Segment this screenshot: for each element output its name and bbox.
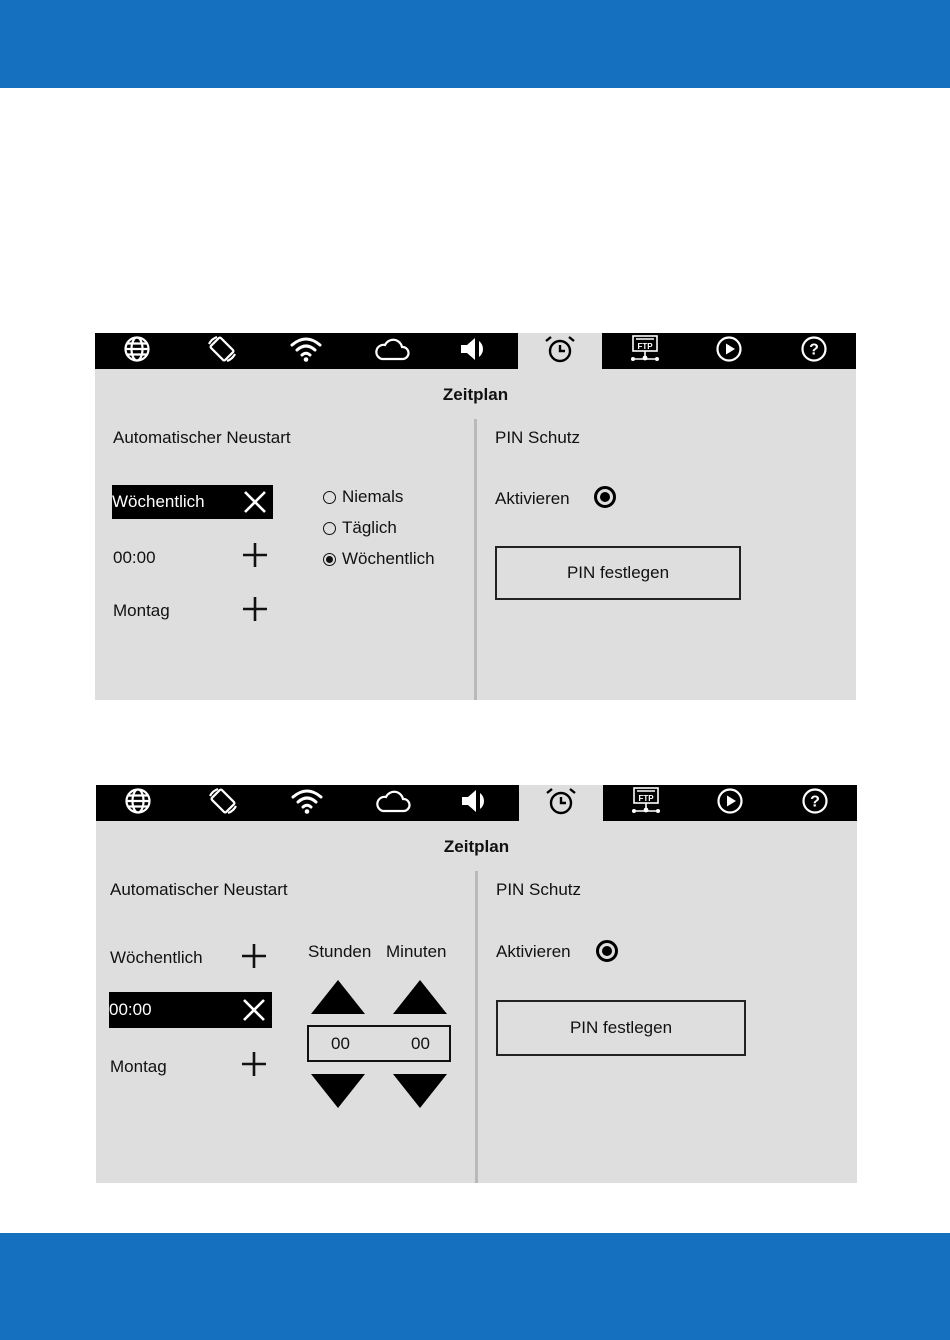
tab-ftp[interactable] <box>602 333 687 369</box>
frequency-value: Wöchentlich <box>110 948 203 967</box>
weekday-value: Montag <box>110 1057 167 1076</box>
radio-label: Täglich <box>342 518 397 537</box>
activate-radio[interactable] <box>596 940 618 962</box>
cloud-icon <box>370 334 412 369</box>
tab-alarm-clock[interactable] <box>519 785 604 821</box>
radio-daily[interactable] <box>323 518 397 538</box>
radio-circle <box>323 491 336 504</box>
plus-icon[interactable] <box>240 1050 268 1078</box>
speaker-icon <box>456 786 498 821</box>
alarm-clock-icon <box>540 786 582 821</box>
close-icon[interactable] <box>240 996 268 1024</box>
ftp-icon <box>624 334 666 369</box>
settings-screen-radio <box>95 333 856 700</box>
set-pin-button[interactable]: PIN festlegen <box>495 546 741 600</box>
tab-cloud[interactable] <box>349 333 434 369</box>
tab-wifi[interactable] <box>264 333 349 369</box>
tab-help[interactable] <box>772 333 857 369</box>
pin-heading: PIN Schutz <box>495 428 581 447</box>
page-title: Zeitplan <box>443 837 510 856</box>
time-display <box>307 1025 451 1062</box>
radio-circle-selected <box>323 553 336 566</box>
speaker-icon <box>455 334 497 369</box>
radio-label: Wöchentlich <box>342 549 435 568</box>
play-icon <box>708 334 750 369</box>
cloud-icon <box>371 786 413 821</box>
activate-radio[interactable] <box>594 486 616 508</box>
pin-heading: PIN Schutz <box>496 880 582 899</box>
minutes-down-arrow-icon[interactable] <box>393 1074 447 1108</box>
page-title: Zeitplan <box>442 385 509 404</box>
tab-globe[interactable] <box>95 333 180 369</box>
radio-circle <box>323 522 336 535</box>
settings-screen-time-picker <box>96 785 857 1183</box>
help-icon <box>793 334 835 369</box>
tab-wifi[interactable] <box>265 785 350 821</box>
svg-text:?: ? <box>809 793 820 810</box>
auto-restart-heading: Automatischer Neustart <box>110 880 288 899</box>
radio-weekly[interactable] <box>323 549 435 569</box>
hours-up-arrow-icon[interactable] <box>311 980 365 1014</box>
time-value: 00:00 <box>109 1000 152 1019</box>
plus-icon[interactable] <box>241 541 269 569</box>
tab-alarm-clock[interactable] <box>518 333 603 369</box>
tab-speaker[interactable] <box>433 333 518 369</box>
tab-speaker[interactable] <box>434 785 519 821</box>
svg-text:FTP: FTP <box>637 341 653 351</box>
hours-value: 00 <box>331 1034 350 1053</box>
alarm-clock-icon <box>539 334 581 369</box>
wifi-icon <box>285 334 327 369</box>
wifi-icon <box>286 786 328 821</box>
tab-globe[interactable] <box>96 785 181 821</box>
tab-bar <box>96 785 857 821</box>
globe-icon <box>116 334 158 369</box>
plus-icon[interactable] <box>241 595 269 623</box>
weekday-value: Montag <box>113 601 170 620</box>
ftp-icon <box>625 786 667 821</box>
tab-play[interactable] <box>687 333 772 369</box>
plus-icon[interactable] <box>240 942 268 970</box>
svg-text:FTP: FTP <box>638 793 654 803</box>
time-value: 00:00 <box>113 548 156 567</box>
help-icon <box>794 786 836 821</box>
tab-screen-rotate[interactable] <box>181 785 266 821</box>
top-banner <box>0 0 950 88</box>
set-pin-button[interactable]: PIN festlegen <box>496 1000 746 1056</box>
screen-rotate-icon <box>201 334 243 369</box>
tab-screen-rotate[interactable] <box>180 333 265 369</box>
play-icon <box>709 786 751 821</box>
activate-label: Aktivieren <box>495 489 570 508</box>
hours-down-arrow-icon[interactable] <box>311 1074 365 1108</box>
close-icon[interactable] <box>241 488 269 516</box>
tab-cloud[interactable] <box>350 785 435 821</box>
auto-restart-heading: Automatischer Neustart <box>113 428 291 447</box>
tab-help[interactable] <box>773 785 858 821</box>
hours-label: Stunden <box>308 942 372 961</box>
activate-label: Aktivieren <box>496 942 571 961</box>
tab-ftp[interactable] <box>603 785 688 821</box>
tab-bar <box>95 333 856 369</box>
column-divider <box>474 419 477 700</box>
radio-label: Niemals <box>342 487 404 506</box>
svg-text:?: ? <box>808 341 819 358</box>
screen-rotate-icon <box>202 786 244 821</box>
column-divider <box>475 871 478 1183</box>
frequency-value: Wöchentlich <box>112 492 205 511</box>
bottom-banner <box>0 1233 950 1340</box>
minutes-up-arrow-icon[interactable] <box>393 980 447 1014</box>
minutes-value: 00 <box>411 1034 430 1053</box>
radio-never[interactable] <box>323 487 403 507</box>
tab-play[interactable] <box>688 785 773 821</box>
minutes-label: Minuten <box>386 942 447 961</box>
globe-icon <box>117 786 159 821</box>
